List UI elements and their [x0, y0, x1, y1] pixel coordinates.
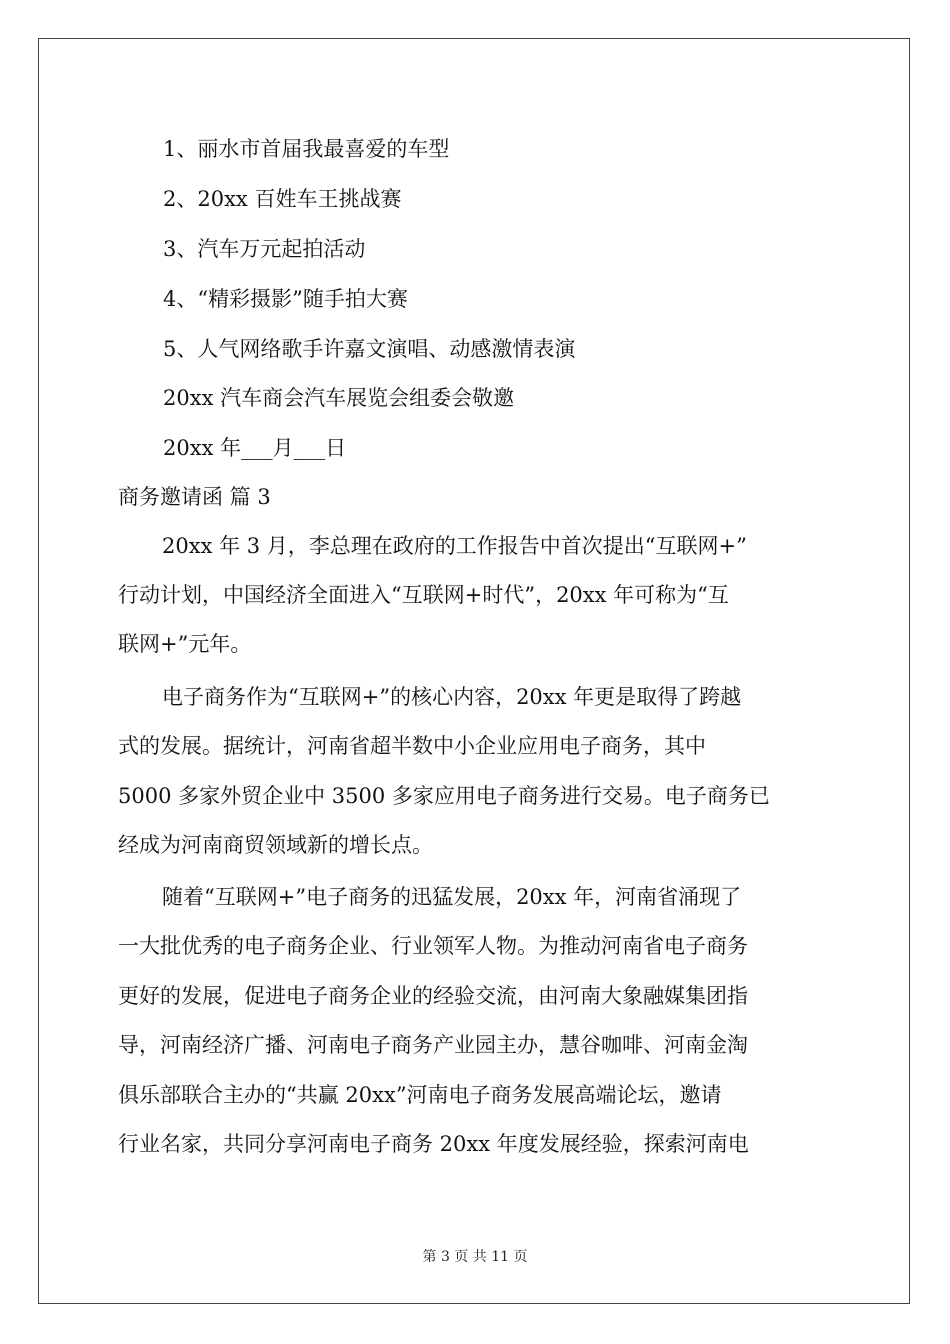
paragraph-line: 行动计划，中国经济全面进入“互联网+时代”，20xx 年可称为“互: [118, 583, 729, 607]
paragraph-line: 一大批优秀的电子商务企业、行业领军人物。为推动河南省电子商务: [118, 934, 748, 958]
section-heading: 商务邀请函 篇 3: [118, 485, 271, 509]
paragraph-line: 更好的发展，促进电子商务企业的经验交流，由河南大象融媒集团指: [118, 984, 748, 1008]
paragraph-line: 电子商务作为“互联网+”的核心内容，20xx 年更是取得了跨越: [162, 685, 742, 709]
paragraph-line: 5000 多家外贸企业中 3500 多家应用电子商务进行交易。电子商务已: [118, 784, 770, 808]
signature: 20xx 汽车商会汽车展览会组委会敬邀: [163, 386, 515, 410]
paragraph-line: 联网+”元年。: [118, 632, 252, 656]
paragraph-line: 式的发展。据统计，河南省超半数中小企业应用电子商务，其中: [118, 734, 706, 758]
page-footer: 第 3 页 共 11 页: [422, 1249, 528, 1265]
list-item: 4、“精彩摄影”随手拍大赛: [163, 287, 408, 311]
paragraph-line: 俱乐部联合主办的“共赢 20xx”河南电子商务发展高端论坛，邀请: [118, 1083, 722, 1107]
paragraph-line: 行业名家，共同分享河南电子商务 20xx 年度发展经验，探索河南电: [118, 1132, 749, 1156]
list-item: 5、人气网络歌手许嘉文演唱、动感激情表演: [163, 337, 576, 361]
paragraph-line: 20xx 年 3 月，李总理在政府的工作报告中首次提出“互联网+”: [162, 534, 747, 558]
list-item: 3、汽车万元起拍活动: [163, 237, 366, 261]
date-line: 20xx 年___月___日: [163, 436, 347, 460]
paragraph-line: 导，河南经济广播、河南电子商务产业园主办，慧谷咖啡、河南金淘: [118, 1033, 748, 1057]
paragraph-line: 随着“互联网+”电子商务的迅猛发展，20xx 年，河南省涌现了: [162, 885, 742, 909]
page-frame: [38, 38, 910, 1304]
list-item: 1、丽水市首届我最喜爱的车型: [163, 137, 450, 161]
list-item: 2、20xx 百姓车王挑战赛: [163, 187, 402, 211]
paragraph-line: 经成为河南商贸领域新的增长点。: [118, 833, 433, 857]
